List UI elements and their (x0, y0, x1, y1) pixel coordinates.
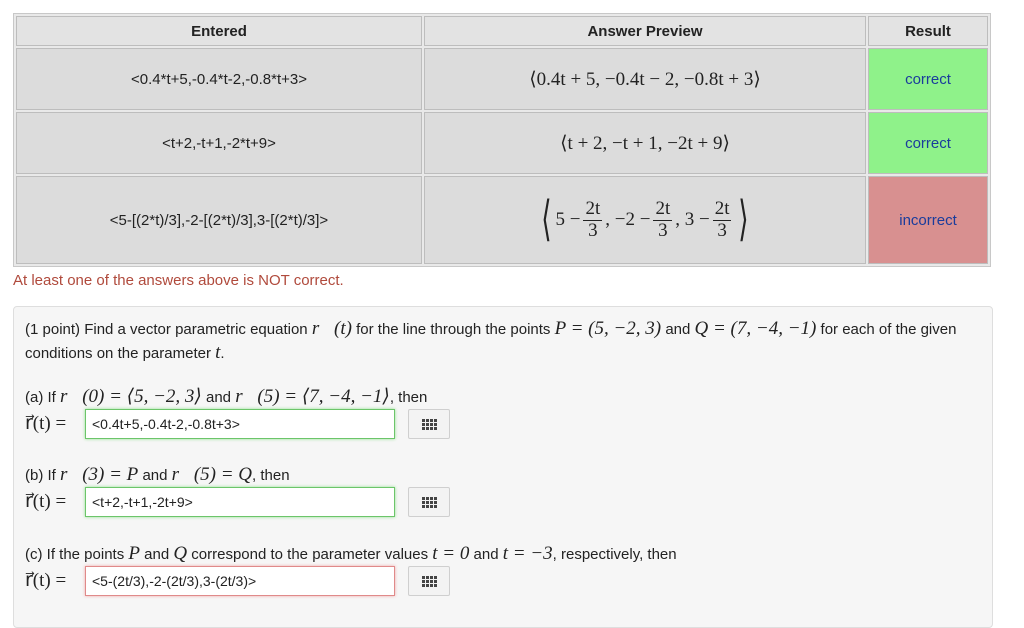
fraction: $\frac{2t}{3}$ (655, 197, 671, 241)
part-c-answer-input[interactable]: <5-(2t/3),-2-(2t/3),3-(2t/3)> (85, 566, 395, 596)
results-table (13, 13, 991, 267)
preview-cell: ⟨0.4t + 5, −0.4t − 2, −0.8t + 3⟩ (424, 48, 866, 110)
fraction: $\frac{2t}{3}$ (585, 197, 601, 241)
part-a-equation-editor-button[interactable] (408, 409, 450, 439)
keyboard-grid-icon (422, 497, 437, 508)
results-header-row (16, 16, 988, 46)
fraction: $\frac{2t}{3}$ (714, 197, 730, 241)
result-badge: correct (868, 112, 988, 174)
part-c-rt-label: r⃗(t) = (25, 570, 67, 591)
preview-cell: ⟨t + 2, −t + 1, −2t + 9⟩ (424, 112, 866, 174)
keyboard-grid-icon (422, 576, 437, 587)
entered-cell: <5-[(2*t)/3],-2-[(2*t)/3],3-[(2*t)/3]> (16, 176, 422, 264)
alert-message: At least one of the answers above is NOT correct. (13, 272, 344, 289)
part-a-label: (a) If r⃗(0) = ⟨5, −2, 3⟩ and r⃗(5) = ⟨7, −4, −1⟩, then (25, 386, 428, 407)
part-b-equation-editor-button[interactable] (408, 487, 450, 517)
table-row (16, 112, 988, 174)
table-row (16, 48, 988, 110)
part-b-rt-label: r⃗(t) = (25, 491, 67, 512)
part-c-label: (c) If the points P and Q correspond to the parameter values t = 0 and t = −3, respectively, then (25, 543, 677, 564)
entered-cell: <0.4*t+5,-0.4*t-2,-0.8*t+3> (16, 48, 422, 110)
part-a-rt-label: r⃗(t) = (25, 413, 67, 434)
part-a-answer-input[interactable]: <0.4t+5,-0.4t-2,-0.8t+3> (85, 409, 395, 439)
header-entered: Entered (16, 16, 422, 46)
entered-cell: <t+2,-t+1,-2*t+9> (16, 112, 422, 174)
result-badge: correct (868, 48, 988, 110)
header-result: Result (868, 16, 988, 46)
part-b-answer-input[interactable]: <t+2,-t+1,-2t+9> (85, 487, 395, 517)
result-badge: incorrect (868, 176, 988, 264)
part-b-label: (b) If r⃗(3) = P and r⃗(5) = Q, then (25, 464, 290, 485)
problem-statement: (1 point) Find a vector parametric equation r⃗(t) for the line through the points P = (5, −2, 3) and Q = (7, −4, −1) for each of the given conditions on the parameter t. (25, 318, 957, 363)
table-row (16, 176, 988, 264)
fraction-expression: ⟨ 5 − $\frac{2t}{3}$ , −2 − $\frac{2t}{3}$ , 3 − $\frac{2t}{3}$ ⟩ (540, 193, 750, 246)
preview-cell (424, 176, 866, 264)
header-answer-preview: Answer Preview (424, 16, 866, 46)
part-c-equation-editor-button[interactable] (408, 566, 450, 596)
problem-box (13, 306, 993, 628)
keyboard-grid-icon (422, 419, 437, 430)
